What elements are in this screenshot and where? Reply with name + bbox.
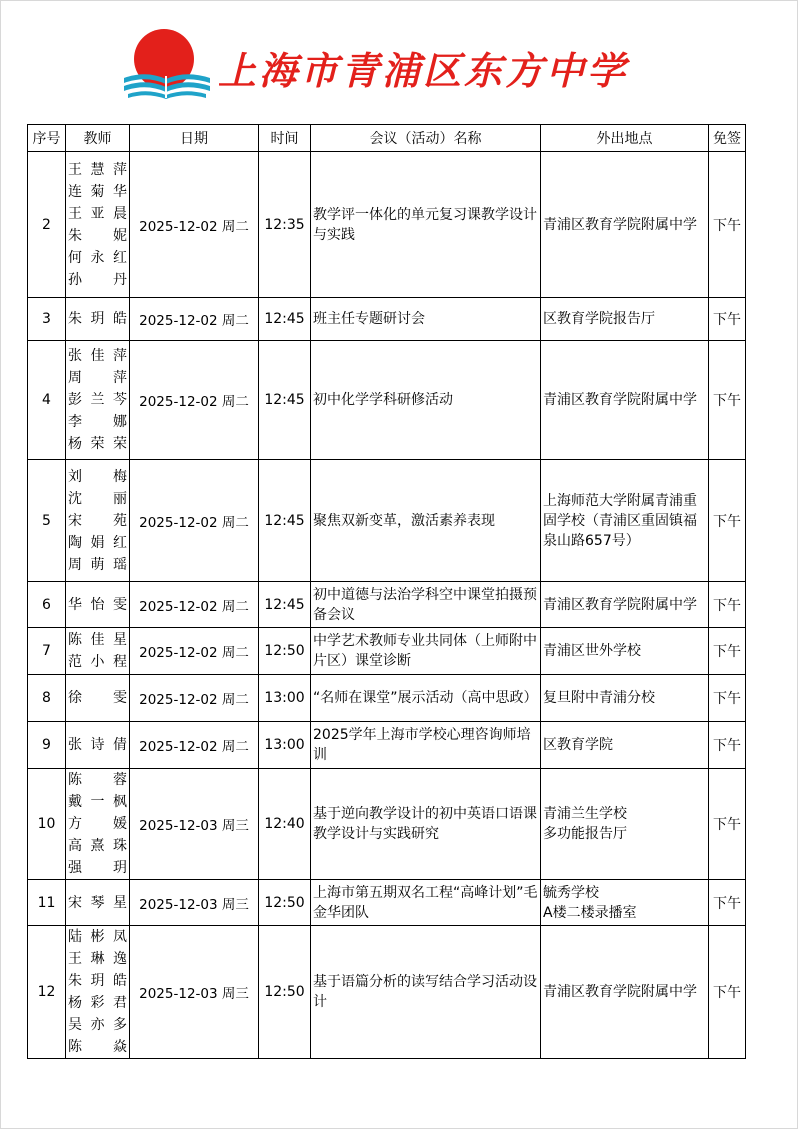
table-row — [28, 582, 746, 628]
row-meeting-name-cell: 2025学年上海市学校心理咨询师培训 — [311, 722, 541, 769]
col-header-seq: 序号 — [28, 125, 66, 152]
row-teachers-cell — [66, 152, 130, 298]
teacher-name: 徐 雯 — [68, 690, 127, 706]
row-time-cell: 12:50 — [259, 926, 311, 1059]
outing-schedule-table — [27, 124, 746, 1059]
row-sign-exempt-cell: 下午 — [709, 769, 746, 880]
row-date-cell: 2025-12-02 周二 — [130, 628, 259, 675]
teacher-name: 连菊华 — [68, 183, 127, 200]
teacher-name: 朱 妮 — [68, 227, 127, 244]
table-row — [28, 675, 746, 722]
row-teachers-cell — [66, 769, 130, 880]
teacher-name: 沈 丽 — [68, 490, 127, 507]
row-teachers-cell — [66, 722, 130, 769]
row-teachers-cell — [66, 880, 130, 926]
row-meeting-name-cell: 基于语篇分析的读写结合学习活动设计 — [311, 926, 541, 1059]
teacher-name: 宋琴星 — [68, 894, 127, 911]
row-location-cell: 青浦区教育学院附属中学 — [541, 152, 709, 298]
row-date-cell: 2025-12-02 周二 — [130, 722, 259, 769]
row-seq-cell: 12 — [28, 926, 66, 1059]
row-date-cell: 2025-12-02 周二 — [130, 341, 259, 460]
teacher-name: 高熹珠 — [68, 838, 127, 854]
row-location-cell: 区教育学院报告厅 — [541, 298, 709, 341]
row-seq-cell: 3 — [28, 298, 66, 341]
row-sign-exempt-cell: 下午 — [709, 582, 746, 628]
row-teachers-cell — [66, 926, 130, 1059]
row-seq-cell: 7 — [28, 628, 66, 675]
row-date-cell: 2025-12-02 周二 — [130, 582, 259, 628]
teacher-name: 周萌瑶 — [68, 556, 127, 573]
row-sign-exempt-cell: 下午 — [709, 341, 746, 460]
teacher-name: 何永红 — [68, 249, 127, 266]
table-body — [28, 152, 746, 1059]
teacher-name: 陈佳星 — [68, 632, 127, 648]
school-logo-icon — [120, 26, 212, 100]
table-row — [28, 926, 746, 1059]
row-time-cell: 12:35 — [259, 152, 311, 298]
teacher-name: 陆彬凤 — [68, 929, 127, 945]
table-row — [28, 769, 746, 880]
row-time-cell: 12:45 — [259, 460, 311, 582]
teacher-name: 方 媛 — [68, 816, 127, 832]
teacher-name: 刘 梅 — [68, 468, 127, 485]
teacher-name: 强 玥 — [68, 860, 127, 876]
row-location-cell: 青浦区世外学校 — [541, 628, 709, 675]
row-date-cell: 2025-12-03 周三 — [130, 926, 259, 1059]
row-time-cell: 12:50 — [259, 880, 311, 926]
row-sign-exempt-cell: 下午 — [709, 722, 746, 769]
row-time-cell: 12:45 — [259, 341, 311, 460]
row-meeting-name-cell: 上海市第五期双名工程“高峰计划”毛金华团队 — [311, 880, 541, 926]
teacher-name: 宋 苑 — [68, 512, 127, 529]
row-location-cell: 青浦兰生学校 多功能报告厅 — [541, 769, 709, 880]
row-date-cell: 2025-12-02 周二 — [130, 675, 259, 722]
row-meeting-name-cell: 中学艺术教师专业共同体（上师附中片区）课堂诊断 — [311, 628, 541, 675]
col-header-teacher: 教师 — [66, 125, 130, 152]
row-teachers-cell — [66, 675, 130, 722]
row-sign-exempt-cell: 下午 — [709, 628, 746, 675]
teacher-name: 朱玥皓 — [68, 311, 127, 327]
teacher-name: 王亚晨 — [68, 205, 127, 222]
row-teachers-cell — [66, 628, 130, 675]
row-location-cell: 青浦区教育学院附属中学 — [541, 341, 709, 460]
row-seq-cell: 8 — [28, 675, 66, 722]
row-meeting-name-cell: 教学评一体化的单元复习课教学设计与实践 — [311, 152, 541, 298]
table-row — [28, 722, 746, 769]
row-seq-cell: 5 — [28, 460, 66, 582]
col-header-meeting-name: 会议（活动）名称 — [311, 125, 541, 152]
col-header-date: 日期 — [130, 125, 259, 152]
row-meeting-name-cell: “名师在课堂”展示活动（高中思政） — [311, 675, 541, 722]
table-row — [28, 152, 746, 298]
teacher-name: 周 萍 — [68, 370, 127, 386]
table-row — [28, 341, 746, 460]
teacher-name: 陶娟红 — [68, 534, 127, 551]
teacher-name: 彭兰芩 — [68, 392, 127, 408]
row-time-cell: 12:40 — [259, 769, 311, 880]
teacher-name: 张佳萍 — [68, 348, 127, 364]
col-header-location: 外出地点 — [541, 125, 709, 152]
teacher-name: 李 娜 — [68, 414, 127, 430]
row-sign-exempt-cell: 下午 — [709, 880, 746, 926]
row-sign-exempt-cell: 下午 — [709, 152, 746, 298]
row-date-cell: 2025-12-02 周二 — [130, 152, 259, 298]
row-location-cell: 复旦附中青浦分校 — [541, 675, 709, 722]
row-sign-exempt-cell: 下午 — [709, 675, 746, 722]
col-header-time: 时间 — [259, 125, 311, 152]
row-time-cell: 12:45 — [259, 298, 311, 341]
row-meeting-name-cell: 聚焦双新变革，激活素养表现 — [311, 460, 541, 582]
row-date-cell: 2025-12-03 周三 — [130, 880, 259, 926]
row-meeting-name-cell: 基于逆向教学设计的初中英语口语课教学设计与实践研究 — [311, 769, 541, 880]
teacher-name: 张诗倩 — [68, 737, 127, 753]
table-header-row — [28, 125, 746, 152]
row-teachers-cell — [66, 582, 130, 628]
row-meeting-name-cell: 初中化学学科研修活动 — [311, 341, 541, 460]
teacher-name: 王琳逸 — [68, 951, 127, 967]
row-location-cell: 青浦区教育学院附属中学 — [541, 582, 709, 628]
teacher-name: 陈 焱 — [68, 1039, 127, 1055]
row-teachers-cell — [66, 341, 130, 460]
row-time-cell: 12:50 — [259, 628, 311, 675]
table-row — [28, 298, 746, 341]
teacher-name: 杨荣荣 — [68, 436, 127, 452]
row-seq-cell: 9 — [28, 722, 66, 769]
row-teachers-cell — [66, 460, 130, 582]
row-date-cell: 2025-12-02 周二 — [130, 298, 259, 341]
row-sign-exempt-cell: 下午 — [709, 298, 746, 341]
row-meeting-name-cell: 班主任专题研讨会 — [311, 298, 541, 341]
teacher-name: 孙 丹 — [68, 271, 127, 288]
row-time-cell: 13:00 — [259, 722, 311, 769]
school-name: 上海市青浦区东方中学 — [218, 48, 629, 93]
row-time-cell: 13:00 — [259, 675, 311, 722]
teacher-name: 朱玥皓 — [68, 973, 127, 989]
teacher-name: 华怡雯 — [68, 596, 127, 613]
row-date-cell: 2025-12-03 周三 — [130, 769, 259, 880]
row-time-cell: 12:45 — [259, 582, 311, 628]
row-meeting-name-cell: 初中道德与法治学科空中课堂拍摄预备会议 — [311, 582, 541, 628]
teacher-name: 吴亦多 — [68, 1017, 127, 1033]
table-row — [28, 628, 746, 675]
teacher-name: 杨彩君 — [68, 995, 127, 1011]
row-seq-cell: 4 — [28, 341, 66, 460]
row-location-cell: 毓秀学校 A楼二楼录播室 — [541, 880, 709, 926]
row-sign-exempt-cell: 下午 — [709, 460, 746, 582]
row-location-cell: 青浦区教育学院附属中学 — [541, 926, 709, 1059]
row-seq-cell: 6 — [28, 582, 66, 628]
row-date-cell: 2025-12-02 周二 — [130, 460, 259, 582]
row-location-cell: 区教育学院 — [541, 722, 709, 769]
col-header-sign-exempt: 免签 — [709, 125, 746, 152]
row-seq-cell: 10 — [28, 769, 66, 880]
teacher-name: 戴一枫 — [68, 794, 127, 810]
page-header — [120, 26, 640, 100]
teacher-name: 范小程 — [68, 654, 127, 670]
table-row — [28, 880, 746, 926]
teacher-name: 王慧萍 — [68, 161, 127, 178]
row-sign-exempt-cell: 下午 — [709, 926, 746, 1059]
row-seq-cell: 11 — [28, 880, 66, 926]
row-seq-cell: 2 — [28, 152, 66, 298]
table-row — [28, 460, 746, 582]
teacher-name: 陈 蓉 — [68, 772, 127, 788]
row-location-cell: 上海师范大学附属青浦重固学校（青浦区重固镇福泉山路657号） — [541, 460, 709, 582]
row-teachers-cell — [66, 298, 130, 341]
